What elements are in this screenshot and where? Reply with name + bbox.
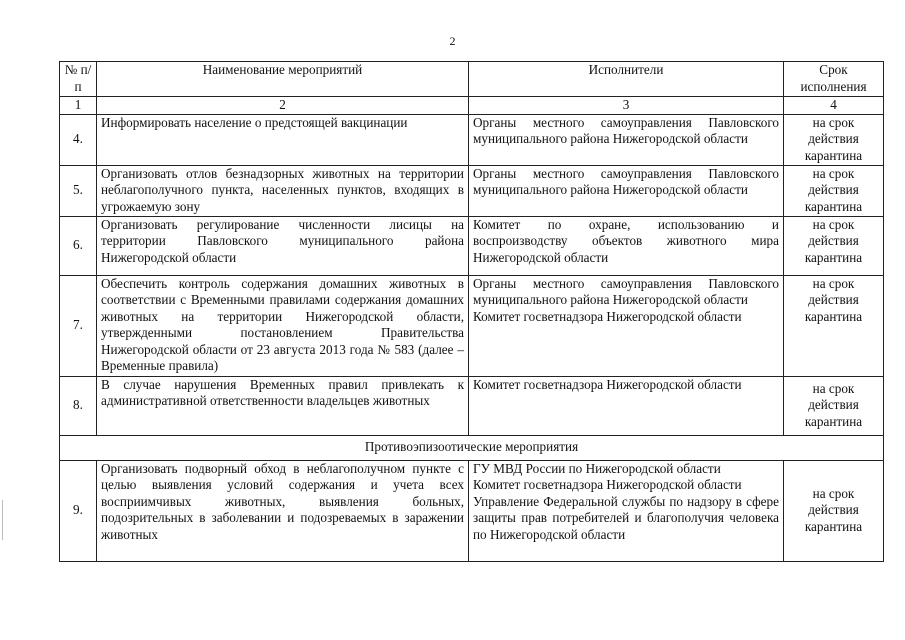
row-number: 4.: [60, 114, 97, 165]
executor-item: Комитет по охране, использованию и воспроизводству объектов животного мира Нижегородской области: [473, 216, 779, 265]
row-number: 7.: [60, 275, 97, 376]
row-number: 6.: [60, 216, 97, 275]
header-row: [60, 62, 884, 97]
header-executors: Исполнители: [469, 62, 784, 97]
executor-item: Управление Федеральной службы по надзору в сфере защиты прав потребителей и благополучия человека по Нижегородской области: [473, 493, 779, 542]
column-numbers-row: [60, 97, 884, 115]
measure-term: на срок действия карантина: [784, 165, 884, 216]
executor-item: Органы местного самоуправления Павловского муниципального района Нижегородской области: [473, 165, 779, 197]
executor-item: Органы местного самоуправления Павловского муниципального района Нижегородской области: [473, 275, 779, 307]
executor-item: Комитет госветнадзора Нижегородской области: [473, 376, 742, 392]
header-term: Срок исполнения: [784, 62, 884, 97]
executor-item: ГУ МВД России по Нижегородской области: [473, 460, 721, 476]
table-row: [60, 275, 884, 376]
table-row: [60, 114, 884, 165]
row-number: 8.: [60, 376, 97, 435]
row-number: 5.: [60, 165, 97, 216]
measure-executors: [469, 165, 784, 216]
column-number: 4: [784, 97, 884, 115]
scan-edge-mark: [2, 500, 3, 540]
column-number: 3: [469, 97, 784, 115]
header-num: № п/п: [60, 62, 97, 97]
measure-executors: [469, 376, 784, 435]
page-number: 2: [449, 34, 456, 48]
measure-executors: [469, 114, 784, 165]
table-row: [60, 216, 884, 275]
row-number: 9.: [60, 460, 97, 561]
measure-executors: [469, 275, 784, 376]
column-number: 1: [60, 97, 97, 115]
measure-executors: [469, 216, 784, 275]
measure-term: на срок действия карантина: [784, 460, 884, 561]
measure-name: В случае нарушения Временных правил привлекать к административной ответственности владельцев животных: [97, 376, 469, 435]
section-title: Противоэпизоотические мероприятия: [60, 435, 884, 460]
section-row: [60, 435, 884, 460]
executor-item: Органы местного самоуправления Павловского муниципального района Нижегородской области: [473, 114, 779, 146]
measure-term: на срок действия карантина: [784, 216, 884, 275]
column-number: 2: [97, 97, 469, 115]
table-row: [60, 165, 884, 216]
measures-table: [59, 61, 884, 562]
measure-term: на срок действия карантина: [784, 376, 884, 435]
header-name: Наименование мероприятий: [97, 62, 469, 97]
measure-term: на срок действия карантина: [784, 114, 884, 165]
measure-term: на срок действия карантина: [784, 275, 884, 376]
executor-item: Комитет госветнадзора Нижегородской области: [473, 477, 742, 492]
measure-executors: [469, 460, 784, 561]
measure-name: Информировать население о предстоящей вакцинации: [97, 114, 469, 165]
table-row: [60, 460, 884, 561]
measure-name: Обеспечить контроль содержания домашних животных в соответствии с Временными правилами содержания домашних животных на территории Нижегородской области, утвержденными постановлением Правительства Нижегородской области от 23 августа 2013 года № 583 (далее – Временные правила): [97, 275, 469, 376]
measure-name: Организовать подворный обход в неблагополучном пункте с целью выявления условий содержания и учета всех восприимчивых животных, выявления больных, подозрительных в заболевании и подозреваемых в заражении животных: [97, 460, 469, 561]
measure-name: Организовать отлов безнадзорных животных на территории неблагополучного пункта, населенных пунктов, входящих в угрожаемую зону: [97, 165, 469, 216]
executor-item: Комитет госветнадзора Нижегородской области: [473, 308, 742, 324]
measure-name: Организовать регулирование численности лисицы на территории Павловского муниципального района Нижегородской области: [97, 216, 469, 275]
table-row: [60, 376, 884, 435]
